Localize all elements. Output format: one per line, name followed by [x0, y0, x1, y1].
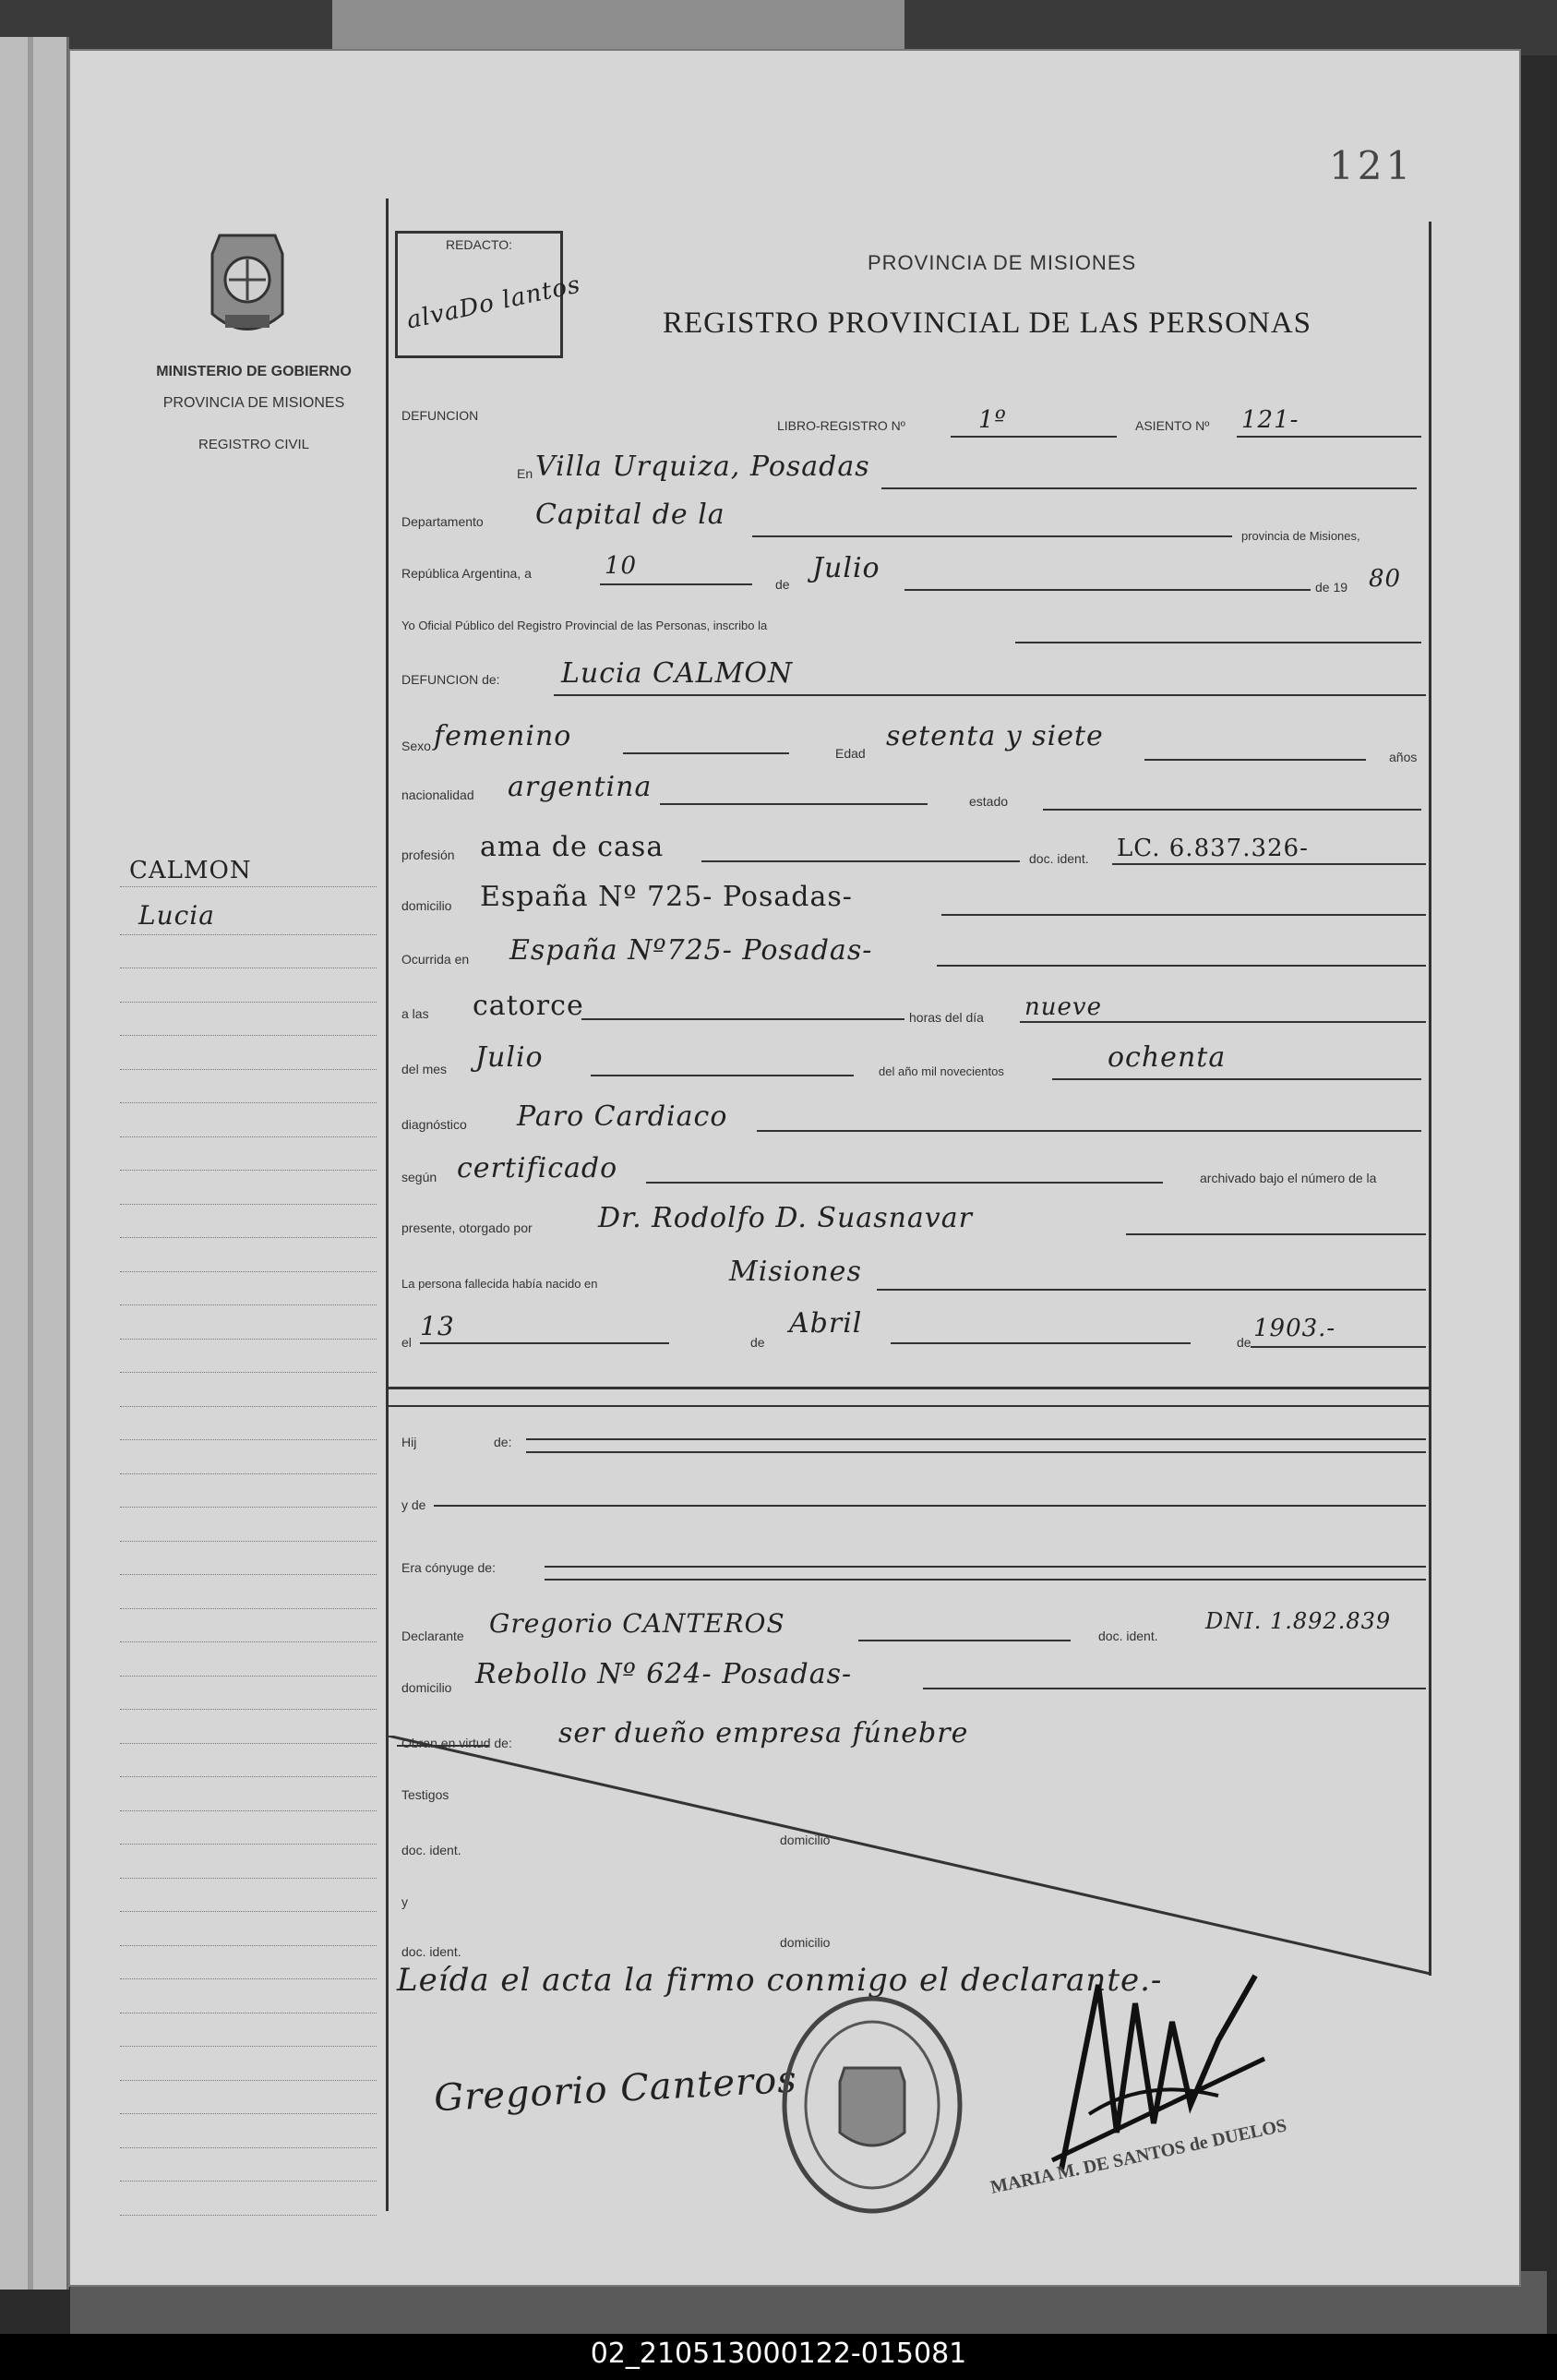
edad-value: setenta y siete: [886, 720, 1104, 752]
del-mes-value: Julio: [475, 1041, 544, 1074]
oficial-text: Yo Oficial Público del Registro Provincial de las Personas, inscribo la: [401, 619, 768, 632]
diagnostico-label: diagnóstico: [401, 1117, 467, 1132]
ocurrida-value: España Nº725- Posadas-: [509, 934, 873, 967]
doc-ident-value: LC. 6.837.326-: [1117, 835, 1309, 862]
de3-label: de: [1237, 1335, 1252, 1350]
el-label: el: [401, 1335, 412, 1350]
name-stamp: MARIA M. DE SANTOS de DUELOS: [988, 2115, 1289, 2198]
book-spine-edge: [0, 37, 69, 2290]
testigo1-domicilio-label: domicilio: [780, 1833, 831, 1847]
profesion-label: profesión: [401, 847, 455, 862]
de19-label: de 19: [1315, 580, 1348, 595]
y-de-label: y de: [401, 1497, 426, 1512]
leida-closing-text: Leída el acta la firmo conmigo el declarante.-: [397, 1962, 1163, 1999]
a-las-label: a las: [401, 1006, 429, 1021]
testigos-label: Testigos: [401, 1787, 449, 1802]
domicilio-value: España Nº 725- Posadas-: [480, 881, 853, 913]
top-scan-border: [0, 0, 1557, 55]
diagnostico-value: Paro Cardiaco: [517, 1100, 728, 1133]
defuncion-de-value: Lucia CALMON: [561, 657, 794, 690]
registry-title: REGISTRO PROVINCIAL DE LAS PERSONAS: [663, 307, 1312, 340]
dia-value: 10: [605, 552, 638, 580]
presente-label: presente, otorgado por: [401, 1220, 533, 1235]
testigo1-doc-label: doc. ident.: [401, 1843, 461, 1857]
anio-mil-value: ochenta: [1108, 1041, 1227, 1074]
presente-value: Dr. Rodolfo D. Suasnavar: [598, 1202, 973, 1234]
archivado-label: archivado bajo el número de la: [1200, 1171, 1377, 1185]
de-label: de: [775, 577, 790, 592]
redacto-box: [395, 231, 583, 358]
province-header: PROVINCIA DE MISIONES: [868, 251, 1137, 274]
edad-label: Edad: [835, 746, 866, 761]
sexo-label: Sexo: [401, 739, 431, 753]
nacionalidad-value: argentina: [508, 771, 653, 803]
page-number: 121: [1329, 143, 1415, 188]
doc-ident-label: doc. ident.: [1029, 851, 1089, 866]
profesion-value: ama de casa: [480, 831, 665, 863]
form-right-border: [1429, 222, 1431, 1976]
defuncion-label: DEFUNCION: [401, 408, 479, 423]
cancel-diagonal-line: [388, 1736, 1431, 1976]
nacionalidad-label: nacionalidad: [401, 787, 474, 802]
estado-label: estado: [969, 794, 1009, 809]
segun-label: según: [401, 1170, 437, 1184]
testigo2-domicilio-label: domicilio: [780, 1935, 831, 1950]
book-spine-line: [28, 37, 33, 2290]
ministry-line3: REGISTRO CIVIL: [198, 437, 310, 452]
declarante-doc-label: doc. ident.: [1098, 1629, 1158, 1643]
hij-de-label: de:: [494, 1435, 512, 1449]
hij-label: Hij: [401, 1435, 417, 1449]
ministry-line1: MINISTERIO DE GOBIERNO: [156, 364, 352, 379]
declarante-label: Declarante: [401, 1629, 464, 1643]
horas-value: nueve: [1024, 993, 1102, 1021]
ocurrida-label: Ocurrida en: [401, 952, 470, 967]
defuncion-de-label: DEFUNCION de:: [401, 672, 500, 687]
republica-label: República Argentina, a: [401, 566, 532, 581]
declarante-value: Gregorio CANTEROS: [489, 1608, 785, 1639]
nacido-value: Misiones: [729, 1256, 862, 1288]
sexo-value: femenino: [434, 720, 572, 752]
mes-value: Julio: [812, 552, 880, 584]
conyuge-label: Era cónyuge de:: [401, 1560, 496, 1575]
declarante-domicilio-label: domicilio: [401, 1680, 452, 1695]
form-divider-2: [386, 1405, 1431, 1407]
redacto-label: REDACTO:: [445, 237, 513, 252]
departamento-label: Departamento: [401, 514, 484, 529]
declarante-signature: Gregorio Canteros: [433, 2058, 798, 2121]
nacido-label: La persona fallecida había nacido en: [401, 1277, 598, 1291]
margin-note-surname: CALMON: [129, 857, 252, 884]
domicilio-label: domicilio: [401, 898, 452, 913]
footer-id: 02_210513000122-015081: [590, 2338, 967, 2370]
anos-label: años: [1389, 750, 1418, 764]
departamento-value: Capital de la: [535, 499, 725, 531]
provincia-suffix: provincia de Misiones,: [1241, 529, 1360, 543]
declarante-doc-value: DNI. 1.892.839: [1205, 1608, 1392, 1634]
de2-value: Abril: [789, 1307, 863, 1340]
footer-band: [0, 2334, 1557, 2380]
testigo-y-label: y: [401, 1894, 408, 1909]
ministry-line2: PROVINCIA DE MISIONES: [162, 395, 345, 411]
anio-value: 80: [1369, 565, 1402, 593]
coat-of-arms-emblem: [201, 226, 293, 346]
en-value: Villa Urquiza, Posadas: [535, 451, 870, 483]
declarante-domicilio-value: Rebollo Nº 624- Posadas-: [475, 1658, 853, 1690]
anio-mil-label: del año mil novecientos: [879, 1064, 1004, 1078]
obran-value: ser dueño empresa fúnebre: [558, 1717, 969, 1749]
libro-label: LIBRO-REGISTRO Nº: [777, 418, 905, 433]
segun-value: certificado: [457, 1152, 618, 1184]
del-mes-label: del mes: [401, 1062, 448, 1076]
el-value: 13: [420, 1311, 455, 1341]
testigo2-doc-label: doc. ident.: [401, 1944, 461, 1959]
obran-label: Obran en virtud de:: [401, 1736, 512, 1750]
asiento-value: 121-: [1241, 406, 1299, 434]
a-las-value: catorce: [473, 990, 584, 1022]
asiento-label: ASIENTO Nº: [1135, 418, 1210, 433]
de2-label: de: [750, 1335, 765, 1350]
horas-label: horas del día: [909, 1010, 984, 1025]
official-round-stamp: [780, 1994, 964, 2216]
libro-value: 1º: [978, 406, 1007, 434]
de3-value: 1903.-: [1253, 1315, 1336, 1342]
en-label: En: [517, 466, 533, 481]
margin-note-name: Lucia: [138, 900, 215, 931]
form-divider-1: [386, 1387, 1431, 1389]
redacto-signature: alvaDo lantos: [403, 270, 583, 335]
